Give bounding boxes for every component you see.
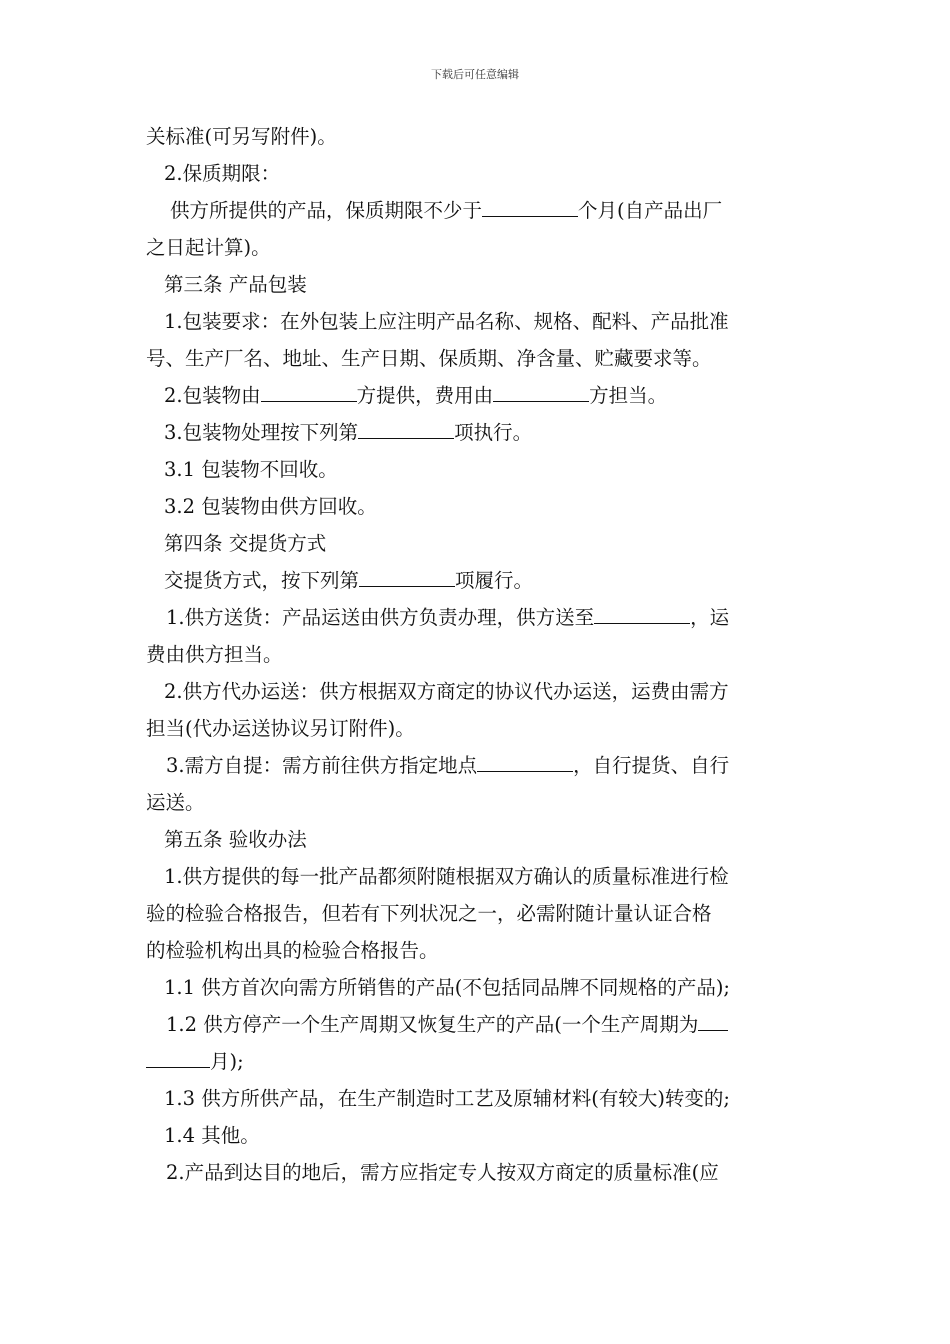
- line-text: 费由供方担当。: [146, 643, 283, 666]
- text-line: [146, 266, 810, 303]
- text-line: [146, 1117, 810, 1154]
- line-text: 3.需方自提：需方前往供方指定地点: [166, 754, 478, 777]
- line-text: 第四条 交提货方式: [164, 532, 327, 555]
- text-line: [146, 340, 810, 377]
- line-text: 3.包装物处理按下列第: [164, 421, 359, 444]
- line-text: 项执行。: [454, 421, 533, 444]
- line-text: 2.保质期限：: [164, 162, 281, 185]
- line-text: 运送。: [146, 791, 205, 814]
- text-line: [146, 229, 810, 266]
- line-text: 方提供，费用由: [356, 384, 494, 407]
- fill-in-blank[interactable]: [359, 564, 455, 587]
- line-text: 第五条 验收办法: [164, 828, 307, 851]
- line-text: 月);: [210, 1050, 244, 1073]
- text-line: [146, 1080, 810, 1117]
- line-text: 1.2 供方停产一个生产周期又恢复生产的产品(一个生产周期为: [166, 1013, 699, 1036]
- line-text: 验的检验合格报告，但若有下列状况之一，必需附随计量认证合格: [146, 902, 712, 925]
- page-header: 下载后可任意编辑: [431, 68, 519, 81]
- line-text: 2.包装物由: [164, 384, 261, 407]
- line-text: 1.供方提供的每一批产品都须附随根据双方确认的质量标准进行检: [164, 865, 729, 888]
- fill-in-blank[interactable]: [477, 749, 573, 772]
- line-text: 第三条 产品包装: [164, 273, 307, 296]
- text-line: [146, 747, 810, 784]
- line-text: 个月(自产品出厂: [578, 199, 723, 222]
- line-text: ，自行提货、自行: [573, 754, 730, 777]
- text-line: [146, 710, 810, 747]
- line-text: 关标准(可另写附件)。: [146, 125, 337, 148]
- line-text: 1.包装要求：在外包装上应注明产品名称、规格、配料、产品批准: [164, 310, 729, 333]
- text-line: [146, 303, 810, 340]
- text-line: [146, 599, 810, 636]
- text-line: [146, 118, 810, 155]
- line-text: 2.产品到达目的地后，需方应指定专人按双方商定的质量标准(应: [166, 1161, 719, 1184]
- text-line: [146, 821, 810, 858]
- line-text: 交提货方式，按下列第: [164, 569, 360, 592]
- text-line: [146, 451, 810, 488]
- text-line: [146, 414, 810, 451]
- document-body: [146, 118, 810, 1191]
- line-text: 3.1 包装物不回收。: [164, 458, 338, 481]
- text-line: [146, 858, 810, 895]
- fill-in-blank[interactable]: [482, 194, 578, 217]
- fill-in-blank[interactable]: [358, 416, 454, 439]
- text-line: [146, 1043, 810, 1080]
- line-text: 3.2 包装物由供方回收。: [164, 495, 377, 518]
- line-text: 1.4 其他。: [164, 1124, 260, 1147]
- text-line: [146, 1154, 810, 1191]
- line-text: 项履行。: [455, 569, 534, 592]
- line-text: 之日起计算)。: [146, 236, 271, 259]
- text-line: [146, 562, 810, 599]
- text-line: [146, 525, 810, 562]
- text-line: [146, 969, 810, 1006]
- fill-in-blank[interactable]: [261, 379, 357, 402]
- line-text: 的检验机构出具的检验合格报告。: [146, 939, 439, 962]
- line-text: 供方所提供的产品，保质期限不少于: [170, 199, 483, 222]
- text-line: [146, 488, 810, 525]
- line-text: 担当(代办运送协议另订附件)。: [146, 717, 415, 740]
- fill-in-blank[interactable]: [146, 1045, 210, 1068]
- line-text: 1.3 供方所供产品，在生产制造时工艺及原辅材料(有较大)转变的;: [164, 1087, 730, 1110]
- line-text: ，运: [690, 606, 730, 629]
- text-line: [146, 932, 810, 969]
- fill-in-blank[interactable]: [698, 1008, 728, 1031]
- text-line: [146, 377, 810, 414]
- text-line: [146, 673, 810, 710]
- line-text: 方担当。: [589, 384, 668, 407]
- line-text: 2.供方代办运送：供方根据双方商定的协议代办运送，运费由需方: [164, 680, 729, 703]
- fill-in-blank[interactable]: [493, 379, 589, 402]
- text-line: [146, 192, 810, 229]
- text-line: [146, 895, 810, 932]
- text-line: [146, 636, 810, 673]
- fill-in-blank[interactable]: [594, 601, 690, 624]
- text-line: [146, 155, 810, 192]
- line-text: 号、生产厂名、地址、生产日期、保质期、净含量、贮藏要求等。: [146, 347, 712, 370]
- line-text: 1.供方送货：产品运送由供方负责办理，供方送至: [166, 606, 595, 629]
- text-line: [146, 784, 810, 821]
- line-text: 1.1 供方首次向需方所销售的产品(不包括同品牌不同规格的产品);: [164, 976, 730, 999]
- text-line: [146, 1006, 810, 1043]
